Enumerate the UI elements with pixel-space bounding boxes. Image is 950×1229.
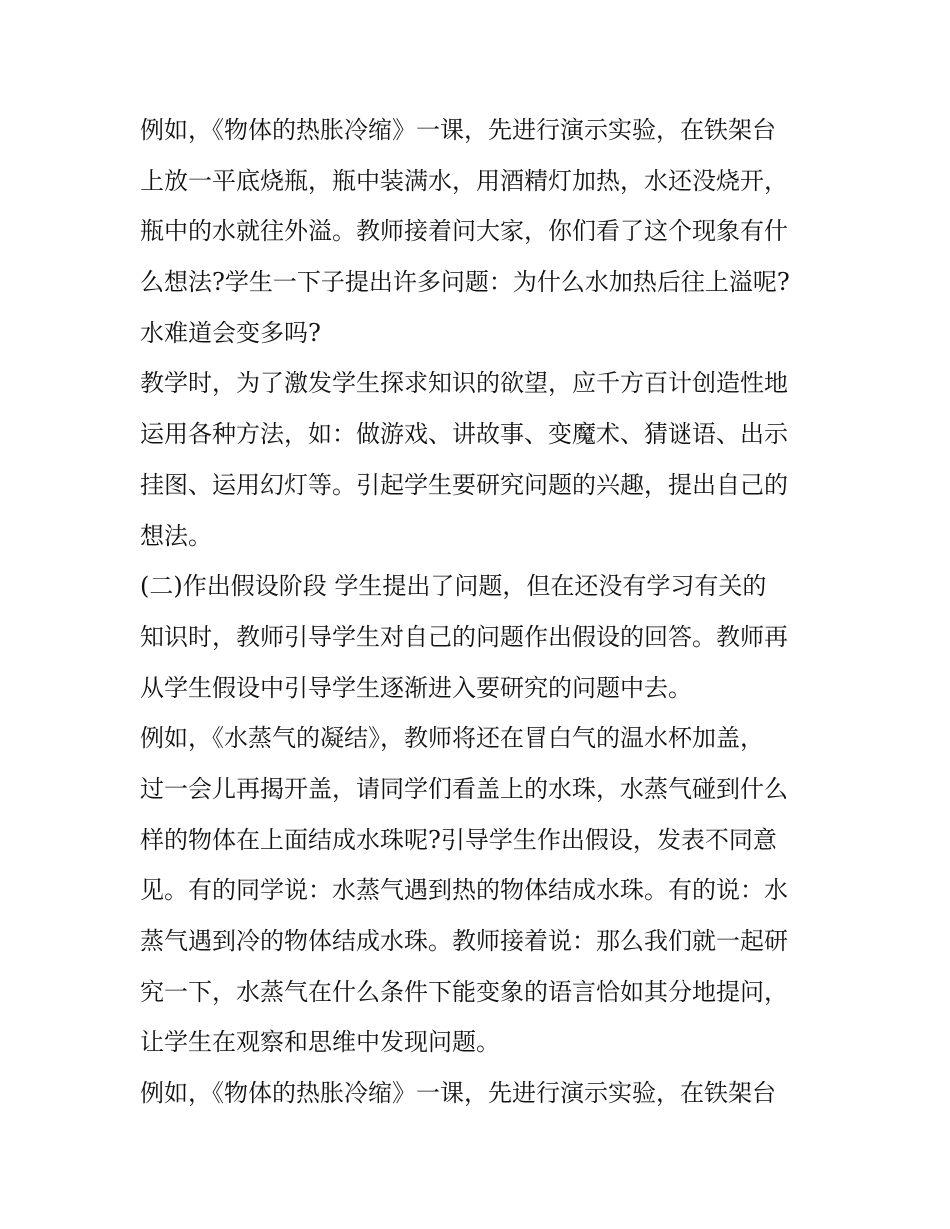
text-line: 例如，《水蒸气的凝结》，教师将还在冒白气的温水杯加盖， <box>140 724 764 753</box>
text-line: 让学生在观察和思维中发现问题。 <box>140 1028 500 1057</box>
text-line: 知识时，教师引导学生对自己的问题作出假设的回答。教师再 <box>140 622 788 651</box>
text-line: 样的物体在上面结成水珠呢?引导学生作出假设，发表不同意 <box>140 825 777 854</box>
text-line: 见。有的同学说：水蒸气遇到热的物体结成水珠。有的说：水 <box>140 876 788 905</box>
text-line: 过一会儿再揭开盖，请同学们看盖上的水珠，水蒸气碰到什么 <box>140 774 788 803</box>
text-line: 究一下，水蒸气在什么条件下能变象的语言恰如其分地提问， <box>140 977 788 1006</box>
text-line: 么想法?学生一下子提出许多问题：为什么水加热后往上溢呢? <box>140 268 790 297</box>
text-line: 上放一平底烧瓶，瓶中装满水，用酒精灯加热，水还没烧开， <box>140 166 788 195</box>
document-body <box>140 105 820 1119</box>
text-line: 想法。 <box>140 521 212 550</box>
text-line: 从学生假设中引导学生逐渐进入要研究的问题中去。 <box>140 673 692 702</box>
text-line: 蒸气遇到冷的物体结成水珠。教师接着说：那么我们就一起研 <box>140 927 788 955</box>
text-line: (二)作出假设阶段 学生提出了问题，但在还没有学习有关的 <box>140 572 767 601</box>
text-line: 瓶中的水就往外溢。教师接着问大家，你们看了这个现象有什 <box>140 217 788 246</box>
text-line: 挂图、运用幻灯等。引起学生要研究问题的兴趣，提出自己的 <box>140 470 788 499</box>
text-line: 运用各种方法，如：做游戏、讲故事、变魔术、猜谜语、出示 <box>140 420 788 449</box>
text-line: 水难道会变多吗? <box>140 318 321 347</box>
text-line: 例如，《物体的热胀冷缩》一课，先进行演示实验，在铁架台 <box>140 116 776 144</box>
text-line: 教学时，为了激发学生探求知识的欲望，应千方百计创造性地 <box>140 369 788 398</box>
text-line: 例如，《物体的热胀冷缩》一课，先进行演示实验，在铁架台 <box>140 1079 776 1108</box>
